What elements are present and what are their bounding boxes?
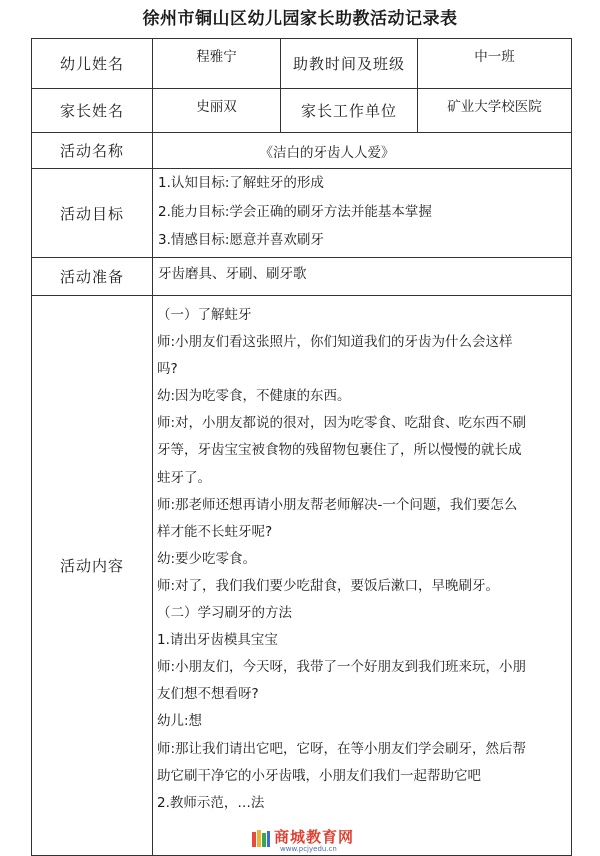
content-line: （二）学习刷牙的方法 [157,605,292,622]
activity-name-value: 《洁白的牙齿人人爱》 [153,133,572,169]
watermark-text: 商城教育网 [274,828,355,846]
content-line: 幼儿:想 [157,713,203,730]
content-line: 蛀牙了。 [157,469,211,486]
activity-name-label: 活动名称 [32,133,153,169]
time-class-label: 助教时间及班级 [281,39,418,89]
content-line: （一）了解蛀牙 [157,307,252,323]
row-content [32,296,572,856]
content-line: 牙等，牙齿宝宝被食物的残留物包裹住了，所以慢慢的就长成 [157,442,522,459]
row-goals [32,169,572,258]
content-line: 师:对了，我们我们要少吃甜食，要饭后漱口，早晚刷牙。 [157,577,500,594]
row-prep [32,258,572,296]
work-unit-label: 家长工作单位 [281,89,418,133]
work-unit-value: 矿业大学校医院 [418,89,572,133]
goal-item: 3.情感目标:愿意并喜欢刷牙 [158,232,324,248]
parent-name-label: 家长姓名 [32,89,153,133]
row-child-name [32,39,572,89]
parent-name-value: 史丽双 [153,89,281,133]
record-table [31,38,572,856]
prep-value: 牙齿磨具、牙刷、刷牙歌 [153,258,572,296]
content-line: 吗? [157,361,178,378]
content-line: 幼:要少吃零食。 [157,550,257,567]
prep-label: 活动准备 [32,258,153,296]
content-line: 样才能不长蛀牙呢? [157,523,273,540]
watermark-url: www.pcjyedu.cn [280,845,337,853]
content-line: 师:小朋友们看这张照片，你们知道我们的牙齿为什么会这样 [157,334,513,351]
child-name-label: 幼儿姓名 [32,39,153,89]
content-line: 1.请出牙齿模具宝宝 [157,632,278,649]
goal-item: 1.认知目标:了解蛀牙的形成 [158,175,324,191]
content-line: 师:那老师还想再请小朋友帮老师解决-一个问题，我们要怎么 [157,496,518,513]
class-value: 中一班 [418,39,572,89]
content-line: 2.教师示范，…法 [157,794,265,811]
page-title: 徐州市铜山区幼儿园家长助教活动记录表 [142,9,458,29]
goals-label: 活动目标 [32,169,153,258]
content-line: 友们想不想看呀? [157,686,259,703]
content-line: 师:对，小朋友都说的很对，因为吃零食、吃甜食、吃东西不刷 [157,415,527,432]
watermark [250,826,370,854]
book-logo-icon [250,828,272,850]
content-label: 活动内容 [32,296,153,856]
goal-item: 2.能力目标:学会正确的刷牙方法并能基本掌握 [158,203,432,220]
goals-list [153,169,572,258]
row-activity-name [32,133,572,169]
content-body [153,296,572,856]
content-line: 师:那让我们请出它吧，它呀，在等小朋友们学会刷牙，然后帮 [157,740,527,757]
content-line: 师:小朋友们，今天呀，我带了一个好朋友到我们班来玩，小朋 [157,659,527,676]
row-parent-name [32,89,572,133]
child-name-value: 程雅宁 [153,39,281,89]
content-line: 助它刷干净它的小牙齿哦，小朋友们我们一起帮助它吧 [157,767,481,784]
content-line: 幼:因为吃零食，不健康的东西。 [157,388,351,405]
